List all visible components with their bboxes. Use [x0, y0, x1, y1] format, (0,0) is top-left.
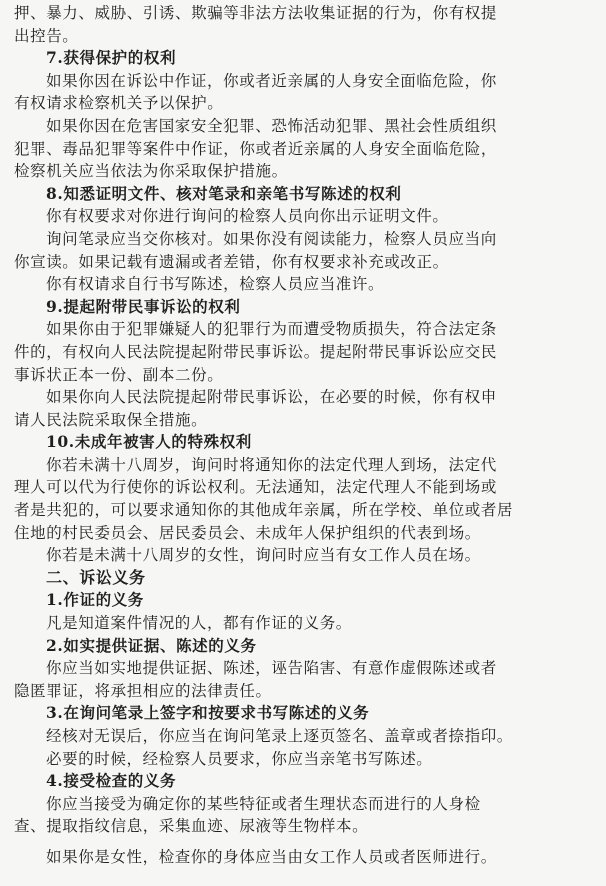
- text-line: 你宣读。如果记载有遗漏或者差错，你有权要求补充或改正。: [14, 252, 449, 271]
- text-line: 者是共犯的，可以要求通知你的其他成年亲属，所在学校、单位或者居: [14, 501, 514, 520]
- text-line: 隐匿罪证，将承担相应的法律责任。: [14, 681, 272, 700]
- item-heading: 8.知悉证明文件、核对笔录和亲笔书写陈述的权利: [46, 183, 402, 203]
- text-line: 你若未满十八周岁，询问时将通知你的法定代理人到场，法定代: [46, 455, 497, 474]
- text-line: 你有权请求自行书写陈述，检察人员应当准许。: [46, 275, 385, 294]
- text-line: 出控告。: [14, 26, 79, 45]
- text-line: 请人民法院采取保全措施。: [14, 410, 208, 429]
- text-line: 事诉状正本一份、副本二份。: [14, 365, 224, 384]
- text-line: 如果你因在危害国家安全犯罪、恐怖活动犯罪、黑社会性质组织: [46, 116, 497, 135]
- text-line: 理人可以代为行使你的诉讼权利。无法通知，法定代理人不能到场或: [14, 478, 498, 497]
- item-heading: 2.如实提供证据、陈述的义务: [46, 635, 257, 655]
- text-line: 你有权要求对你进行询问的检察人员向你出示证明文件。: [46, 207, 449, 226]
- text-line: 经核对无误后，你应当在询问笔录上逐页签名、盖章或者捺指印。: [46, 727, 513, 745]
- item-heading: 3.在询问笔录上签字和按要求书写陈述的义务: [46, 703, 370, 723]
- text-line: 你若是未满十八周岁的女性，询问时应当有女工作人员在场。: [46, 546, 481, 565]
- text-line: 押、暴力、威胁、引诱、欺骗等非法方法收集证据的行为，你有权提: [14, 4, 498, 22]
- item-heading: 4.接受检查的义务: [46, 771, 177, 791]
- text-line: 住地的村民委员会、居民委员会、未成年人保护组织的代表到场。: [14, 523, 481, 542]
- text-line: 查、提取指纹信息，采集血迹、尿液等生物样本。: [14, 817, 369, 836]
- text-line: 件的，有权向人民法院提起附带民事诉讼。提起附带民事诉讼应交民: [14, 342, 498, 361]
- item-heading: 7.获得保护的权利: [46, 48, 177, 68]
- text-line: 询问笔录应当交你核对。如果你没有阅读能力，检察人员应当向: [46, 229, 497, 248]
- text-line: 必要的时候，经检察人员要求，你应当亲笔书写陈述。: [46, 749, 433, 768]
- text-line: 检察机关应当依法为你采取保护措施。: [14, 162, 288, 181]
- text-line: 你应当如实地提供证据、陈述，诬告陷害、有意作虚假陈述或者: [46, 659, 497, 678]
- text-line: 如果你因在诉讼中作证，你或者近亲属的人身安全面临危险，你: [46, 71, 497, 90]
- item-heading: 9.提起附带民事诉讼的权利: [46, 296, 241, 316]
- text-line: 有权请求检察机关予以保护。: [14, 94, 224, 113]
- text-line: 如果你是女性，检查你的身体应当由女工作人员或者医师进行。: [46, 847, 497, 866]
- item-heading: 10.未成年被害人的特殊权利: [46, 432, 252, 452]
- item-heading: 1.作证的义务: [46, 590, 144, 610]
- paragraph-gap: [14, 838, 592, 846]
- section-heading: 二、诉讼义务: [46, 567, 146, 587]
- text-line: 凡是知道案件情况的人，都有作证的义务。: [46, 614, 352, 633]
- text-line: 犯罪、毒品犯罪等案件中作证，你或者近亲属的人身安全面临危险，: [14, 139, 498, 158]
- text-line: 如果你由于犯罪嫌疑人的犯罪行为而遭受物质损失，符合法定条: [46, 320, 497, 339]
- text-line: 你应当接受为确定你的某些特征或者生理状态而进行的人身检: [46, 794, 481, 813]
- text-line: 如果你向人民法院提起附带民事诉讼，在必要的时候，你有权申: [46, 388, 497, 407]
